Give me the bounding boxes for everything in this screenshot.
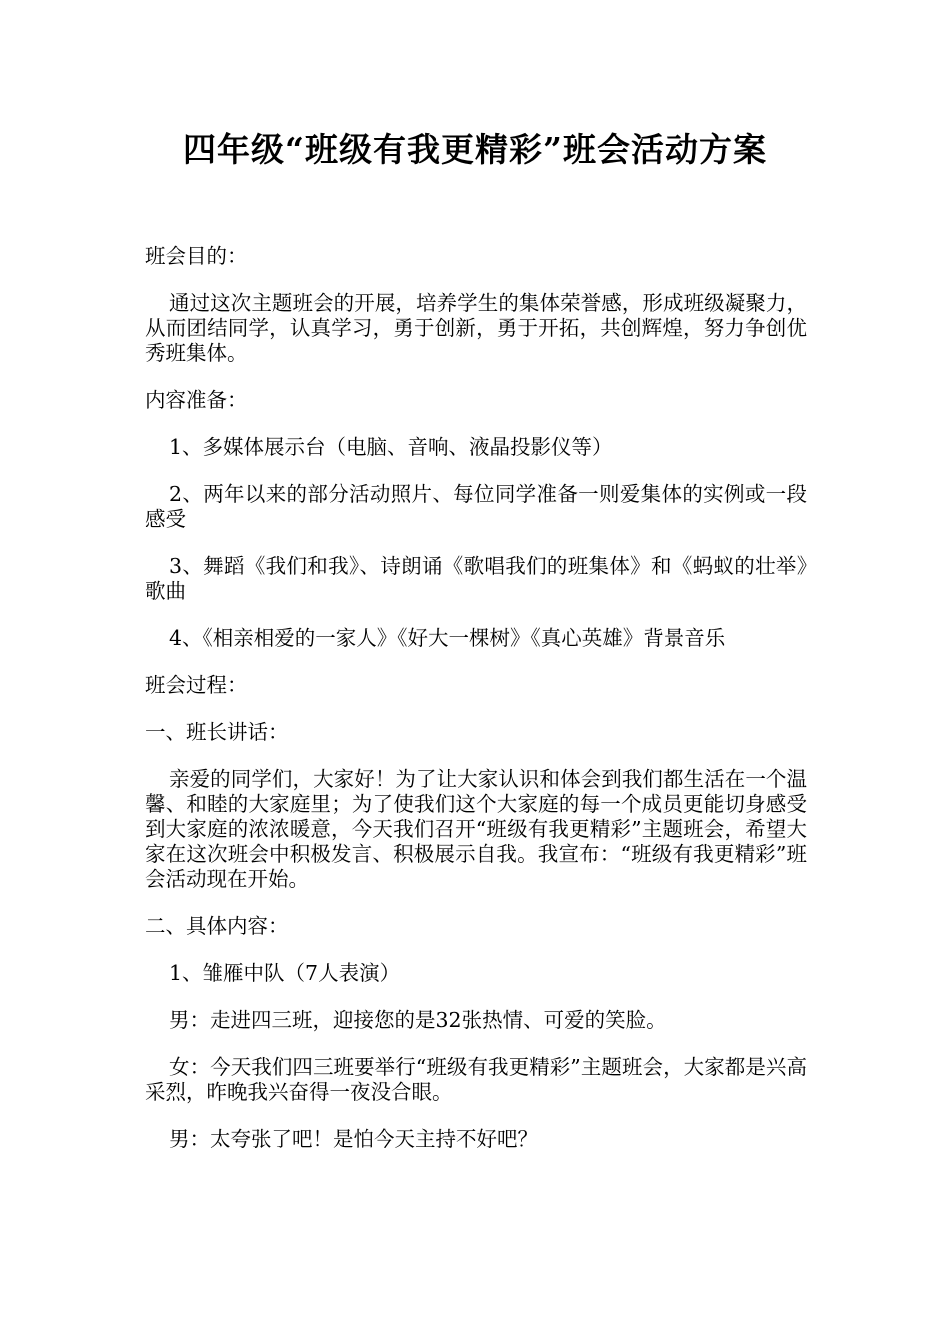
paragraph-section-2-heading: 二、具体内容：: [145, 914, 289, 938]
paragraph-section-1-text: 亲爱的同学们，大家好！为了让大家认识和体会到我们都生活在一个温馨、和睦的大家庭里；为了使我们这个大家庭的每一个成员更能切身感受到大家庭的浓浓暖意，今天我们召开“班级有我更精彩”主题班会，希望大家在这次班会中积极发言、积极展示自我。我宣布：“班级有我更精彩”班会活动现在开始。: [145, 767, 807, 891]
paragraph-preparation-item-1: 1、多媒体展示台（电脑、音响、液晶投影仪等）: [169, 435, 613, 459]
paragraph-preparation-heading: 内容准备：: [145, 388, 248, 412]
document-body: [145, 244, 807, 1174]
paragraph-purpose-text: 通过这次主题班会的开展，培养学生的集体荣誉感，形成班级凝聚力，从而团结同学，认真学习，勇于创新，勇于开拓，共创辉煌，努力争创优秀班集体。: [145, 291, 807, 365]
document-title: 四年级“班级有我更精彩”班会活动方案: [183, 130, 767, 169]
paragraph-section-2-item-1: 1、雏雁中队（7人表演）: [169, 961, 401, 985]
paragraph-preparation-item-4: 4、《相亲相爱的一家人》《好大一棵树》《真心英雄》背景音乐: [169, 626, 726, 650]
paragraph-preparation-item-2: 2、两年以来的部分活动照片、每位同学准备一则爱集体的实例或一段感受: [145, 482, 807, 531]
paragraph-dialogue-2: 女：今天我们四三班要举行“班级有我更精彩”主题班会，大家都是兴高采烈，昨晚我兴奋得一夜没合眼。: [145, 1055, 807, 1104]
paragraph-preparation-item-3: 3、舞蹈《我们和我》、诗朗诵《歌唱我们的班集体》和《蚂蚁的壮举》歌曲: [145, 554, 807, 603]
paragraph-process-heading: 班会过程：: [145, 673, 248, 697]
paragraph-section-1-heading: 一、班长讲话：: [145, 720, 289, 744]
paragraph-dialogue-3: 男：太夸张了吧！是怕今天主持不好吧？: [169, 1127, 538, 1151]
paragraph-dialogue-1: 男：走进四三班，迎接您的是32张热情、可爱的笑脸。: [169, 1008, 667, 1032]
paragraph-purpose-heading: 班会目的：: [145, 244, 248, 268]
